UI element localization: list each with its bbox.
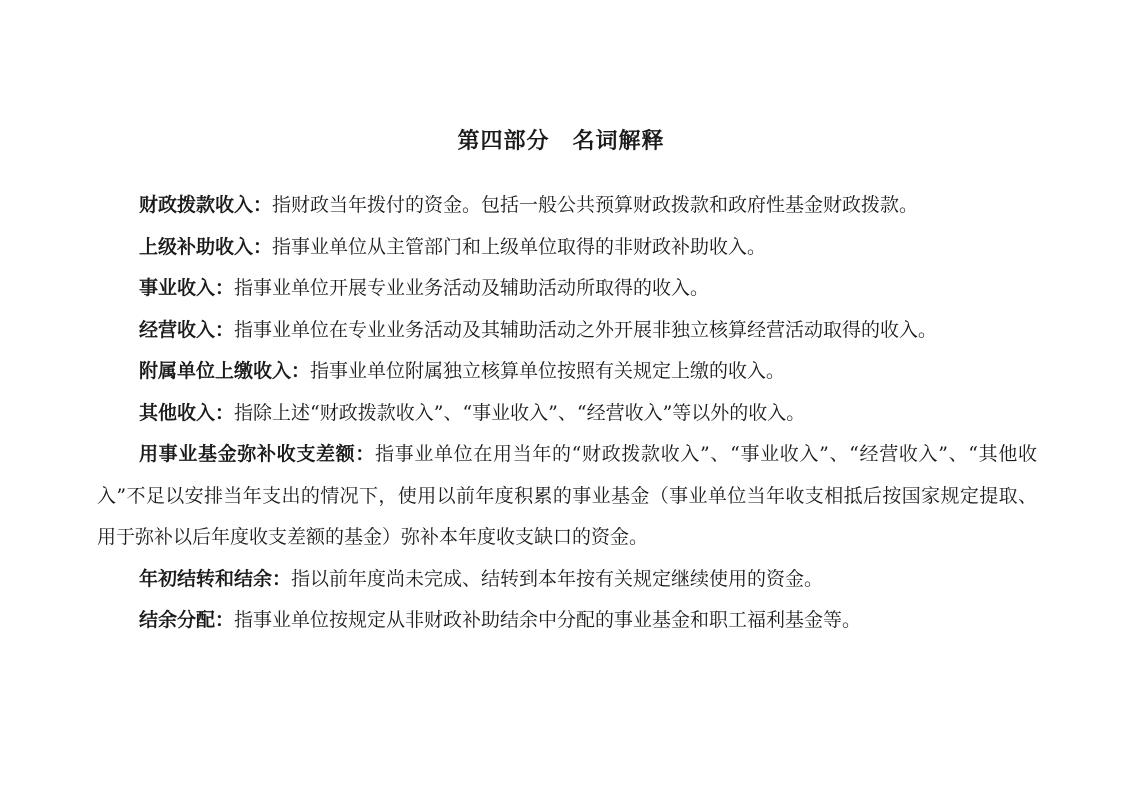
glossary-definition: 指事业单位按规定从非财政补助结余中分配的事业基金和职工福利基金等。	[234, 609, 862, 631]
glossary-definition: 指事业单位在专业业务活动及其辅助活动之外开展非独立核算经营活动取得的收入。	[234, 318, 938, 341]
glossary-term: 其他收入：	[139, 401, 235, 424]
glossary-entry	[97, 434, 1037, 559]
glossary-term: 结余分配：	[139, 609, 235, 631]
glossary-entry	[97, 351, 1037, 393]
glossary-definition: 指以前年度尚未完成、结转到本年按有关规定继续使用的资金。	[291, 567, 824, 590]
glossary-definition: 指事业单位在用当年的“财政拨款收入”、“事业收入”、“经营收入”、“其他收入”不足以安排当年支出的情况下，使用以前年度积累的事业基金（事业单位当年收支相抵后按国家规定提取、用于弥补以后年度收支差额的基金）弥补本年度收支缺口的资金。	[97, 443, 1037, 548]
glossary-definition: 指事业单位从主管部门和上级单位取得的非财政补助收入。	[272, 235, 767, 258]
glossary-entry	[97, 310, 1037, 352]
glossary-term: 用事业基金弥补收支差额：	[139, 443, 375, 465]
glossary-definition: 指除上述“财政拨款收入”、“事业收入”、“经营收入”等以外的收入。	[234, 401, 806, 424]
glossary-entry	[97, 393, 1037, 435]
glossary-entry	[97, 559, 1037, 601]
glossary-term: 事业收入：	[139, 277, 235, 299]
page-title: 第四部分 名词解释	[457, 128, 665, 154]
glossary-entry	[97, 227, 1037, 269]
glossary-list	[97, 185, 1037, 642]
glossary-term: 财政拨款收入：	[139, 194, 273, 216]
glossary-definition: 指事业单位开展专业业务活动及辅助活动所取得的收入。	[234, 277, 710, 299]
glossary-definition: 指财政当年拨付的资金。包括一般公共预算财政拨款和政府性基金财政拨款。	[272, 194, 919, 216]
glossary-term: 经营收入：	[139, 318, 235, 341]
glossary-term: 上级补助收入：	[139, 235, 273, 258]
glossary-entry	[97, 600, 1037, 642]
glossary-term: 年初结转和结余：	[139, 567, 292, 590]
glossary-term: 附属单位上缴收入：	[139, 360, 311, 382]
glossary-entry	[97, 185, 1037, 227]
glossary-entry	[97, 268, 1037, 310]
glossary-definition: 指事业单位附属独立核算单位按照有关规定上缴的收入。	[310, 360, 786, 382]
